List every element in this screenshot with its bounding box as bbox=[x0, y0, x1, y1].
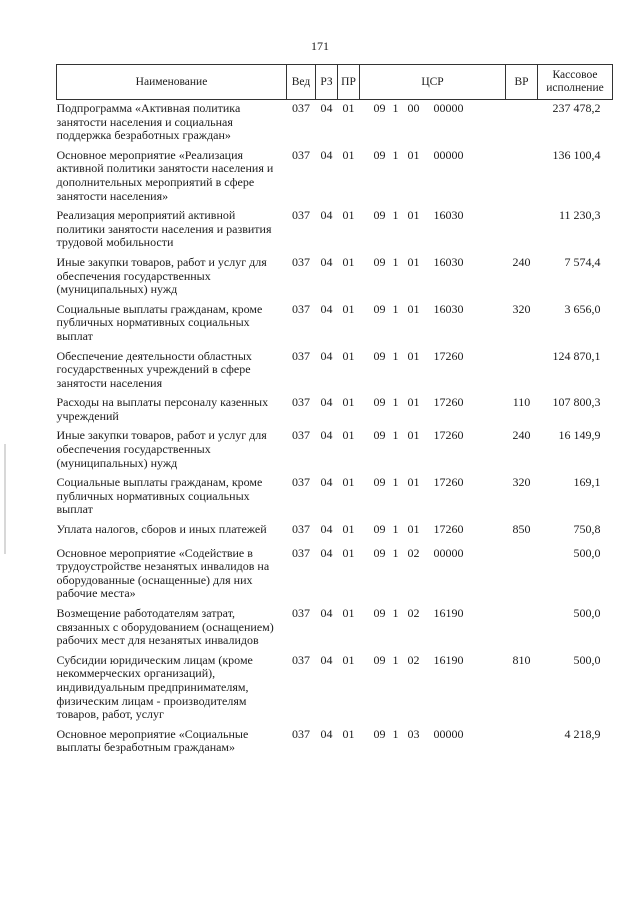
row-rz: 04 bbox=[320, 726, 333, 741]
csr-part: 01 bbox=[407, 395, 420, 410]
csr-part: 1 bbox=[392, 475, 399, 490]
csr-part: 01 bbox=[407, 522, 420, 537]
table-row bbox=[57, 427, 613, 474]
row-rz: 04 bbox=[320, 545, 333, 560]
row-csr bbox=[360, 474, 506, 521]
table-row bbox=[57, 726, 613, 759]
csr-part: 09 bbox=[373, 428, 386, 443]
csr-part: 02 bbox=[407, 545, 420, 560]
csr-part: 16030 bbox=[433, 208, 464, 223]
row-vr: 240 bbox=[512, 254, 531, 269]
csr-part: 00 bbox=[407, 101, 420, 115]
table-row bbox=[57, 474, 613, 521]
row-kassa: 750,8 bbox=[573, 522, 601, 537]
csr-part: 1 bbox=[392, 301, 399, 316]
row-csr bbox=[360, 301, 506, 348]
row-csr bbox=[360, 545, 506, 605]
row-kassa: 3 656,0 bbox=[564, 301, 601, 316]
csr-part: 09 bbox=[373, 348, 386, 363]
row-ved: 037 bbox=[292, 606, 310, 620]
row-name: Реализация мероприятий активной политики занятости населения и развития трудовой мобильности bbox=[56, 208, 272, 250]
row-ved: 037 bbox=[292, 147, 310, 162]
csr-code bbox=[360, 256, 506, 270]
table-row bbox=[57, 147, 613, 207]
row-csr bbox=[360, 147, 506, 207]
row-name: Субсидии юридическим лицам (кроме некоммерческих организаций), индивидуальным предпринимателям, физическим лицам - производителям товаров, работ, услуг bbox=[56, 652, 253, 722]
row-pr: 01 bbox=[342, 428, 355, 443]
row-pr: 01 bbox=[342, 101, 355, 115]
csr-code bbox=[360, 523, 506, 537]
row-ved: 037 bbox=[292, 395, 310, 410]
csr-code bbox=[360, 209, 506, 223]
csr-part: 01 bbox=[407, 254, 420, 269]
header-kassa: Кассовое исполнение bbox=[538, 65, 613, 100]
csr-part: 17260 bbox=[433, 395, 464, 410]
row-name: Подпрограмма «Активная политика занятости населения и социальная поддержка безработных граждан» bbox=[56, 101, 241, 143]
row-kassa: 107 800,3 bbox=[552, 395, 601, 410]
row-vr bbox=[506, 348, 538, 395]
row-vr: 110 bbox=[512, 395, 531, 410]
csr-part: 00000 bbox=[433, 545, 464, 560]
csr-part: 17260 bbox=[433, 522, 464, 537]
row-kassa: 4 218,9 bbox=[564, 726, 601, 741]
row-name: Основное мероприятие «Социальные выплаты безработным гражданам» bbox=[56, 726, 249, 755]
row-ved: 037 bbox=[292, 475, 310, 490]
csr-part: 00000 bbox=[433, 147, 464, 162]
csr-code bbox=[360, 102, 506, 116]
page-number: 171 bbox=[311, 39, 329, 53]
row-name: Иные закупки товаров, работ и услуг для обеспечения государственных (муниципальных) нужд bbox=[56, 254, 267, 297]
row-csr bbox=[360, 726, 506, 759]
csr-part: 1 bbox=[392, 606, 399, 620]
csr-part: 01 bbox=[407, 428, 420, 443]
csr-code bbox=[360, 547, 506, 561]
row-csr bbox=[360, 100, 506, 147]
row-vr: 320 bbox=[512, 475, 531, 490]
row-csr bbox=[360, 254, 506, 301]
budget-table bbox=[56, 64, 613, 759]
row-rz: 04 bbox=[320, 522, 333, 537]
row-pr: 01 bbox=[342, 726, 355, 741]
row-kassa: 237 478,2 bbox=[552, 101, 601, 115]
csr-part: 01 bbox=[407, 475, 420, 490]
row-vr bbox=[506, 726, 538, 759]
row-name: Уплата налогов, сборов и иных платежей bbox=[56, 522, 267, 537]
csr-code bbox=[360, 350, 506, 364]
table-header-row bbox=[57, 65, 613, 100]
csr-part: 17260 bbox=[433, 348, 464, 363]
row-kassa: 11 230,3 bbox=[558, 208, 601, 223]
csr-part: 00000 bbox=[433, 726, 464, 741]
csr-part: 09 bbox=[373, 147, 386, 162]
row-name: Основное мероприятие «Содействие в трудоустройстве незанятых инвалидов на оборудованные (оснащенные) для них рабочие места» bbox=[56, 545, 270, 601]
csr-part: 01 bbox=[407, 348, 420, 363]
csr-part: 17260 bbox=[433, 428, 464, 443]
row-kassa: 136 100,4 bbox=[552, 147, 601, 162]
row-csr bbox=[360, 348, 506, 395]
row-kassa: 500,0 bbox=[573, 652, 601, 667]
csr-part: 09 bbox=[373, 395, 386, 410]
csr-part: 16190 bbox=[433, 606, 464, 620]
row-vr bbox=[506, 605, 538, 652]
row-rz: 04 bbox=[320, 147, 333, 162]
table-row bbox=[57, 545, 613, 605]
row-kassa: 500,0 bbox=[573, 545, 601, 560]
row-name: Обеспечение деятельности областных государственных учреждений в сфере занятости населения bbox=[56, 348, 252, 390]
csr-code bbox=[360, 607, 506, 621]
csr-part: 1 bbox=[392, 726, 399, 741]
row-rz: 04 bbox=[320, 301, 333, 316]
row-kassa: 7 574,4 bbox=[564, 254, 601, 269]
csr-part: 09 bbox=[373, 208, 386, 223]
row-rz: 04 bbox=[320, 475, 333, 490]
row-csr bbox=[360, 605, 506, 652]
csr-part: 1 bbox=[392, 522, 399, 537]
csr-part: 1 bbox=[392, 147, 399, 162]
row-kassa: 169,1 bbox=[573, 475, 601, 490]
scan-artifact bbox=[4, 444, 6, 554]
header-vr: ВР bbox=[506, 65, 538, 100]
row-rz: 04 bbox=[320, 208, 333, 223]
header-rz: РЗ bbox=[316, 65, 338, 100]
csr-part: 16190 bbox=[433, 652, 464, 667]
table-row bbox=[57, 605, 613, 652]
csr-part: 1 bbox=[392, 395, 399, 410]
csr-part: 09 bbox=[373, 101, 386, 115]
row-vr bbox=[506, 545, 538, 605]
row-kassa: 124 870,1 bbox=[552, 348, 601, 363]
header-pr: ПР bbox=[338, 65, 360, 100]
row-csr bbox=[360, 521, 506, 545]
csr-part: 03 bbox=[407, 726, 420, 741]
header-ved: Вед bbox=[287, 65, 316, 100]
csr-part: 17260 bbox=[433, 475, 464, 490]
csr-code bbox=[360, 303, 506, 317]
table-row bbox=[57, 348, 613, 395]
csr-code bbox=[360, 429, 506, 443]
row-pr: 01 bbox=[342, 208, 355, 223]
row-csr bbox=[360, 652, 506, 726]
row-name: Возмещение работодателям затрат, связанных с оборудованием (оснащением) рабочих мест для незанятых инвалидов bbox=[56, 606, 274, 648]
row-rz: 04 bbox=[320, 254, 333, 269]
row-ved: 037 bbox=[292, 428, 310, 443]
row-vr: 850 bbox=[512, 522, 531, 537]
row-ved: 037 bbox=[292, 254, 310, 269]
row-ved: 037 bbox=[292, 522, 310, 537]
row-vr: 320 bbox=[512, 301, 531, 316]
row-rz: 04 bbox=[320, 428, 333, 443]
row-csr bbox=[360, 394, 506, 427]
csr-part: 1 bbox=[392, 101, 399, 115]
header-csr: ЦСР bbox=[360, 65, 506, 100]
row-csr bbox=[360, 427, 506, 474]
row-name: Социальные выплаты гражданам, кроме публичных нормативных социальных выплат bbox=[56, 475, 263, 517]
table-body bbox=[57, 100, 613, 759]
row-rz: 04 bbox=[320, 395, 333, 410]
row-pr: 01 bbox=[342, 395, 355, 410]
header-name: Наименование bbox=[57, 65, 287, 100]
csr-code bbox=[360, 149, 506, 163]
table-row bbox=[57, 254, 613, 301]
row-kassa: 16 149,9 bbox=[558, 428, 601, 443]
row-rz: 04 bbox=[320, 606, 333, 620]
row-rz: 04 bbox=[320, 652, 333, 667]
csr-part: 02 bbox=[407, 652, 420, 667]
csr-part: 1 bbox=[392, 428, 399, 443]
csr-part: 00000 bbox=[433, 101, 464, 115]
csr-part: 09 bbox=[373, 652, 386, 667]
row-pr: 01 bbox=[342, 522, 355, 537]
csr-part: 09 bbox=[373, 301, 386, 316]
row-ved: 037 bbox=[292, 301, 310, 316]
row-ved: 037 bbox=[292, 208, 310, 223]
csr-part: 01 bbox=[407, 301, 420, 316]
row-vr bbox=[506, 147, 538, 207]
row-vr bbox=[506, 207, 538, 254]
row-name: Основное мероприятие «Реализация активной политики занятости населения и дополнительных мероприятий в сфере занятости населения» bbox=[56, 147, 274, 203]
row-pr: 01 bbox=[342, 147, 355, 162]
csr-code bbox=[360, 476, 506, 490]
csr-part: 09 bbox=[373, 475, 386, 490]
csr-part: 02 bbox=[407, 606, 420, 620]
csr-part: 09 bbox=[373, 726, 386, 741]
csr-code bbox=[360, 396, 506, 410]
table-row bbox=[57, 521, 613, 545]
table-row bbox=[57, 100, 613, 147]
row-ved: 037 bbox=[292, 652, 310, 667]
csr-part: 16030 bbox=[433, 254, 464, 269]
row-name: Расходы на выплаты персоналу казенных учреждений bbox=[56, 395, 269, 423]
row-vr: 810 bbox=[512, 652, 531, 667]
csr-part: 09 bbox=[373, 522, 386, 537]
csr-code bbox=[360, 654, 506, 668]
row-pr: 01 bbox=[342, 348, 355, 363]
table-row bbox=[57, 301, 613, 348]
row-rz: 04 bbox=[320, 101, 333, 115]
csr-part: 16030 bbox=[433, 301, 464, 316]
row-rz: 04 bbox=[320, 348, 333, 363]
row-pr: 01 bbox=[342, 254, 355, 269]
row-kassa: 500,0 bbox=[573, 606, 601, 620]
csr-part: 09 bbox=[373, 606, 386, 620]
row-ved: 037 bbox=[292, 726, 310, 741]
table-row bbox=[57, 652, 613, 726]
row-pr: 01 bbox=[342, 545, 355, 560]
row-name: Социальные выплаты гражданам, кроме публичных нормативных социальных выплат bbox=[56, 301, 263, 343]
row-pr: 01 bbox=[342, 301, 355, 316]
csr-part: 09 bbox=[373, 545, 386, 560]
table-row bbox=[57, 207, 613, 254]
csr-part: 1 bbox=[392, 254, 399, 269]
csr-part: 1 bbox=[392, 652, 399, 667]
row-csr bbox=[360, 207, 506, 254]
csr-part: 1 bbox=[392, 348, 399, 363]
row-name: Иные закупки товаров, работ и услуг для обеспечения государственных (муниципальных) нужд bbox=[56, 428, 267, 470]
row-pr: 01 bbox=[342, 475, 355, 490]
csr-part: 09 bbox=[373, 254, 386, 269]
row-vr: 240 bbox=[512, 428, 531, 443]
row-pr: 01 bbox=[342, 652, 355, 667]
row-pr: 01 bbox=[342, 606, 355, 620]
csr-part: 1 bbox=[392, 545, 399, 560]
csr-part: 01 bbox=[407, 147, 420, 162]
row-vr bbox=[506, 100, 538, 147]
row-ved: 037 bbox=[292, 348, 310, 363]
csr-code bbox=[360, 728, 506, 742]
row-ved: 037 bbox=[292, 545, 310, 560]
table-row bbox=[57, 394, 613, 427]
csr-part: 01 bbox=[407, 208, 420, 223]
row-ved: 037 bbox=[292, 101, 310, 115]
csr-part: 1 bbox=[392, 208, 399, 223]
